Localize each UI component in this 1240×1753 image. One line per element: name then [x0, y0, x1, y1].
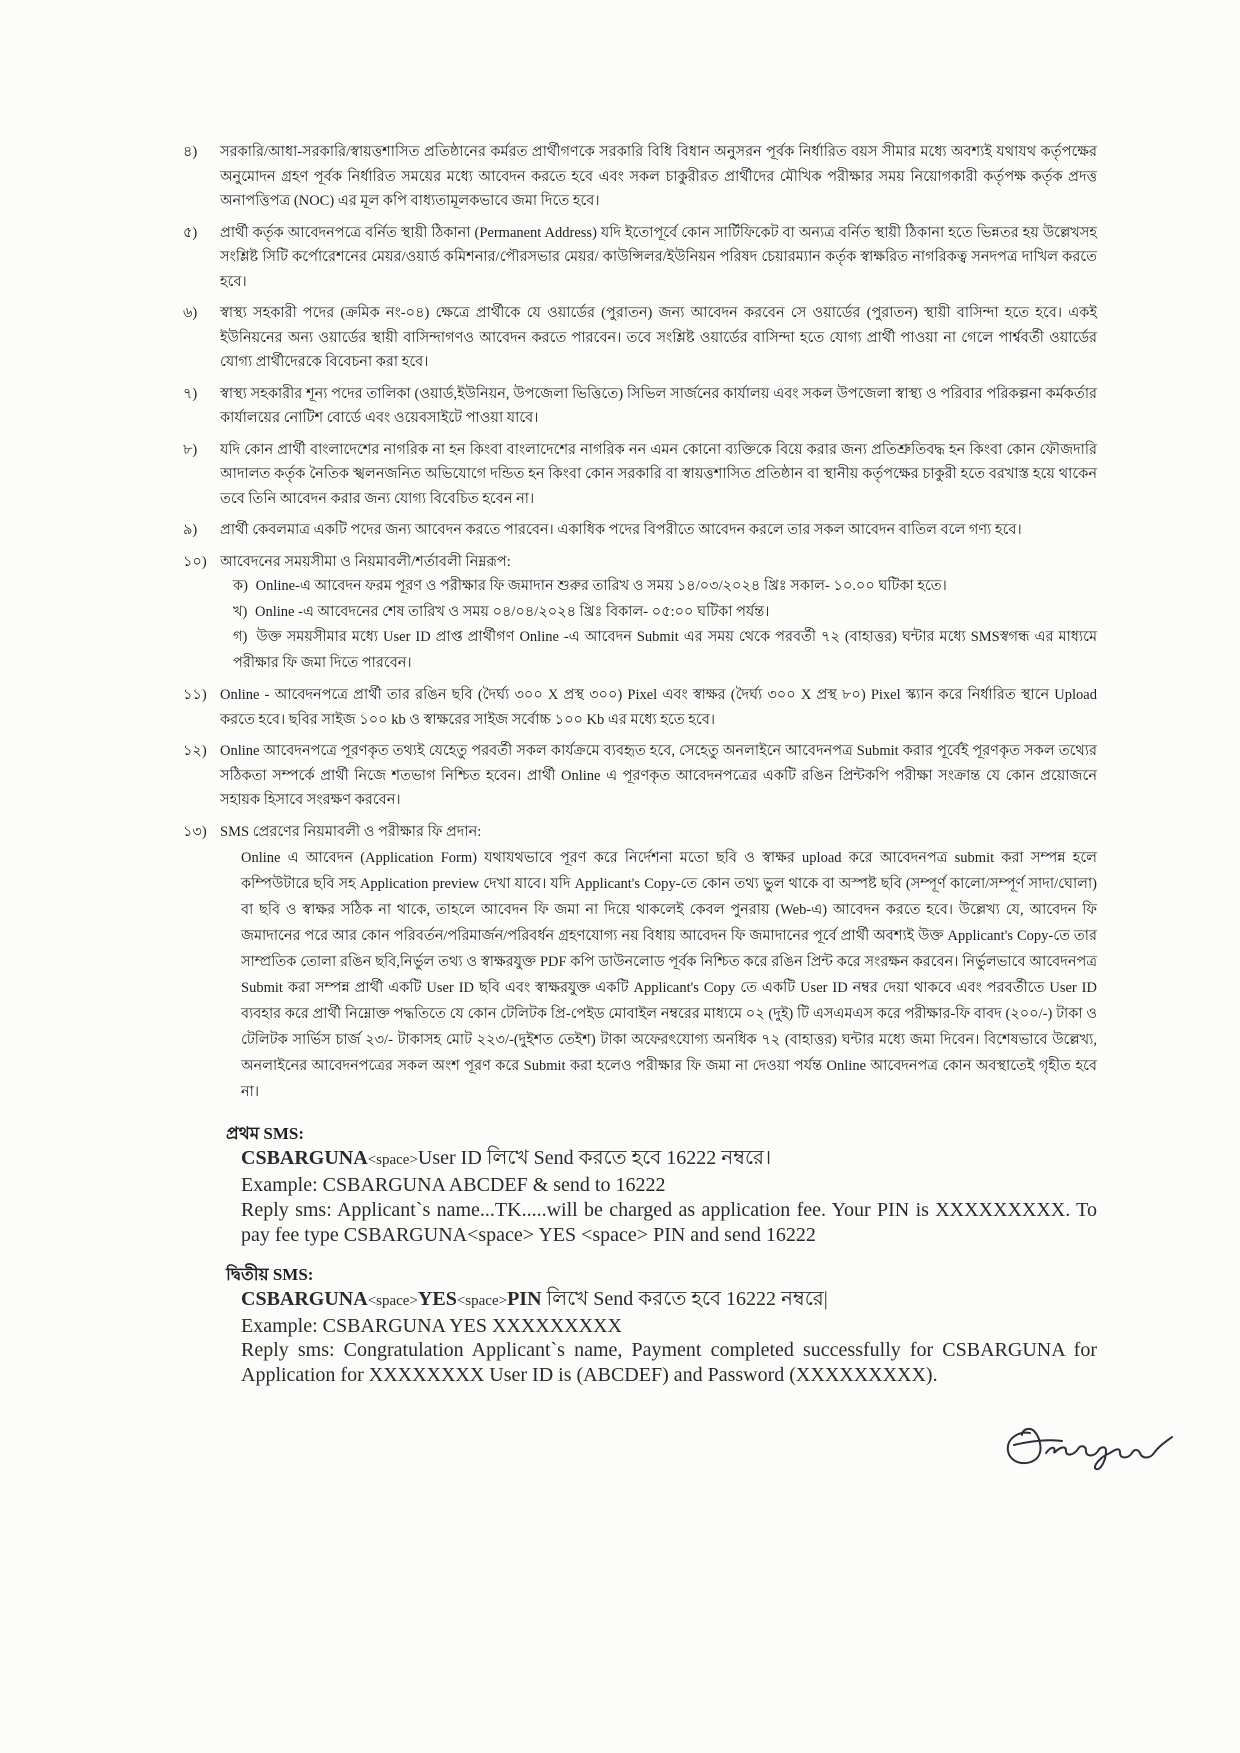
clause-9 [183, 518, 1097, 543]
clause-number: ১০) [183, 553, 207, 570]
clause-10-header [183, 550, 1097, 575]
second-sms-heading: দ্বিতীয় SMS: [226, 1265, 314, 1284]
handwritten-signature [1000, 1415, 1180, 1475]
clause-4 [183, 140, 1097, 214]
clause-number: ৬) [183, 305, 198, 321]
document-body [183, 140, 1097, 1387]
sub-item-text: Online-এ আবেদন ফরম পূরণ ও পরীক্ষার ফি জমাদান শুরুর তারিখ ও সময় ১৪/০৩/২০২৪ খ্রিঃ সকাল- ১০.০০ ঘটিকা হতে। [255, 578, 947, 594]
second-sms-command [241, 1287, 1097, 1314]
clause-5 [183, 221, 1097, 295]
clause-text: প্রার্থী কর্তৃক আবেদনপত্রে বর্নিত স্থায়ী ঠিকানা (Permanent Address) যদি ইতোপূর্বে কোন সার্টিফিকেট বা অন্যত্র বর্নিত স্থায়ী ঠিকানা হতে ভিন্নতর হয় উল্লেখসহ সংশ্লিষ্ট সিটি কর্পোরেশনের মেয়র/ওয়ার্ড কমিশনার/পৌরসভার মেয়র/ কাউন্সিলর/ইউনিয়ন পরিষদ চেয়ারম্যান কর্তৃক স্বাক্ষরিত নাগরিকত্ব সনদপত্র দাখিল করতে হবে। [220, 224, 1097, 290]
clause-text: স্বাস্থ্য সহকারী পদের (ক্রমিক নং-০৪) ক্ষেত্রে প্রার্থীকে যে ওয়ার্ডের (পুরাতন) জন্য আবেদন করবেন সে ওয়ার্ডের (পুরাতন) স্থায়ী বাসিন্দা হতে হবে। একই ইউনিয়নের অন্য ওয়ার্ডের স্থায়ী বাসিন্দাগণও আবেদন করতে পারবেন। তবে সংশ্লিষ্ট ওয়ার্ডের বাসিন্দা হতে যোগ্য প্রার্থী পাওয়া না গেলে পার্শ্ববর্তী ওয়ার্ডের যোগ্য প্রার্থীদেরকে বিবেচনা করা হবে। [220, 305, 1097, 370]
sms-keyword: CSBARGUNA [241, 1147, 368, 1169]
first-sms-block [241, 1146, 1097, 1248]
clause-number: ৯) [183, 522, 198, 538]
first-sms-example: Example: CSBARGUNA ABCDEF & send to 16222 [241, 1174, 666, 1196]
clause-text: আবেদনের সময়সীমা ও নিয়মাবলী/শর্তাবলী নিম্নরূপ: [220, 553, 511, 570]
sms-keyword: CSBARGUNA [241, 1288, 368, 1310]
sms-pin-token: PIN [507, 1288, 542, 1310]
sms-command-rest: লিখে Send করতে হবে 16222 নম্বরে| [541, 1288, 828, 1310]
second-sms-example: Example: CSBARGUNA YES XXXXXXXXX [241, 1314, 622, 1337]
clause-text: সরকারি/আধা-সরকারি/স্বায়ত্তশাসিত প্রতিষ্ঠানের কর্মরত প্রার্থীগণকে সরকারি বিধি বিধান অনুসরন পূর্বক নির্ধারিত বয়স সীমার মধ্যে অবশ্যই যথাযথ কর্তৃপক্ষের অনুমোদন গ্রহণ পূর্বক নির্ধারিত সময়ের মধ্যে আবেদন করতে হবে এবং সকল চাকুরীরত প্রার্থীদের মৌখিক পরীক্ষার সময় নিয়োগকারী কর্তৃপক্ষ কর্তৃক প্রদত্ত অনাপত্তিপত্র (NOC) এর মূল কপি বাধ্যতামূলকভাবে জমা দিতে হবে। [220, 144, 1097, 209]
sub-item-ga [233, 625, 1097, 676]
second-sms-block [241, 1287, 1097, 1387]
clause-text: প্রার্থী কেবলমাত্র একটি পদের জন্য আবেদন করতে পারবেন। একাধিক পদের বিপরীতে আবেদন করলে তার সকল আবেদন বাতিল বলে গণ্য হবে। [220, 522, 1022, 538]
clause-number: ৭) [183, 385, 198, 402]
clause-text: Online - আবেদনপত্রে প্রার্থী তার রঙিন ছবি (দৈর্ঘ্য ৩০০ X প্রস্থ ৩০০) Pixel এবং স্বাক্ষর (দৈর্ঘ্য ৩০০ X প্রস্থ ৮০) Pixel স্ক্যান করে নির্ধারিত স্থানে Upload করতে হবে। ছবির সাইজ ১০০ kb ও স্বাক্ষরের সাইজ সর্বোচ্চ ১০০ Kb এর মধ্যে হতে হবে। [220, 687, 1097, 728]
clause-number: ১৩) [183, 823, 207, 840]
sub-item-label: খ) [233, 603, 248, 620]
clause-text: যদি কোন প্রার্থী বাংলাদেশের নাগরিক না হন কিংবা বাংলাদেশের নাগরিক নন এমন কোনো ব্যক্তিকে বিয়ে করার জন্য প্রতিশ্রুতিবদ্ধ হন কিংবা কোন ফৌজদারি আদালত কর্তৃক নৈতিক স্খলনজনিত অভিযোগে দন্ডিত হন কিংবা কোন সরকারি বা স্বায়ত্তশাসিত প্রতিষ্ঠান বা স্থানীয় কর্তৃপক্ষের চাকুরী হতে বরখাস্ত হয়ে থাকেন তবে তিনি আবেদন করার জন্য যোগ্য বিবেচিত হবেন না। [220, 441, 1097, 507]
clause-number: ১২) [183, 743, 207, 759]
signature-stroke [1008, 1429, 1062, 1463]
sms-command-rest: লিখে Send করতে হবে 16222 নম্বরে। [481, 1147, 772, 1169]
clause-7 [183, 382, 1097, 431]
clause-10 [183, 550, 1097, 677]
sub-item-kha [233, 600, 1097, 626]
sub-item-label: ক) [233, 578, 248, 594]
clause-8 [183, 438, 1097, 512]
sms-instructions-paragraph: Online এ আবেদন (Application Form) যথাযথভাবে পূরণ করে নির্দেশনা মতো ছবি ও স্বাক্ষর upload করে আবেদনপত্র submit করা সম্পন্ন হলে কম্পিউটারে ছবি সহ Application preview দেখা যাবে। যদি Applicant's Copy-তে কোন তথ্য ভুল থাকে বা অস্পষ্ট ছবি (সম্পূর্ণ কালো/সম্পূর্ণ সাদা/ঘোলা) বা ছবি ও স্বাক্ষর সঠিক না থাকে, তাহলে আবেদন ফি জমা না দিয়ে থাকলেই কেবল পুনরায় (Web-এ) আবেদন করতে হবে। উল্লেখ্য যে, আবেদন ফি জমাদানের পরে আর কোন পরিবর্তন/পরিমার্জন/পরিবর্ধন গ্রহণযোগ্য নয় বিধায় আবেদন ফি জমাদানের পূর্বে প্রার্থী অবশ্যই উক্ত Applicant's Copy-তে তার সাম্প্রতিক তোলা রঙিন ছবি,নির্ভুল তথ্য ও স্বাক্ষরযুক্ত PDF কপি ডাউনলোড পূর্বক নিশ্চিত করে রঙিন প্রিন্ট করে সংরক্ষন করবেন। নির্ভুলভাবে আবেদনপত্র Submit করা সম্পন্ন প্রার্থী একটি User ID ছবি এবং স্বাক্ষরযুক্ত একটি Applicant's Copy তে একটি User ID নম্বর দেয়া থাকবে এবং পরবর্তীতে User ID ব্যবহার করে প্রার্থী নিম্নোক্ত পদ্ধতিতে যে কোন টেলিটক প্রি-পেইড মোবাইল নম্বরের মাধ্যমে ০২ (দুই) টি এসএমএস করে পরীক্ষার-ফি বাবদ (২০০/-) টাকা ও টেলিটক সার্ভিস চার্জ ২৩/- টাকাসহ মোট ২২৩/-(দুইশত তেইশ) টাকা অফেরৎযোগ্য অনধিক ৭২ (বাহাত্তর) ঘন্টার মধ্যে জমা দিবেন। বিশেষভাবে উল্লেখ্য, অনলাইনের আবেদনপত্রের সকল অংশ পূরণ করে Submit করা হলেও পরীক্ষার ফি জমা না দেওয়া পর্যন্ত Online আবেদনপত্র কোন অবস্থাতেই গৃহীত হবে না। [241, 850, 1097, 1100]
clause-number: ১১) [183, 687, 207, 703]
clause-number: ৪) [183, 144, 198, 160]
clause-text: SMS প্রেরণের নিয়মাবলী ও পরীক্ষার ফি প্রদান: [220, 823, 482, 840]
clause-12 [183, 739, 1097, 813]
clause-text: স্বাস্থ্য সহকারীর শূন্য পদের তালিকা (ওয়ার্ড,ইউনিয়ন, উপজেলা ভিত্তিতে) সিভিল সার্জনের কার্যালয় এবং সকল উপজেলা স্বাস্থ্য ও পরিবার পরিকল্পনা কর্মকর্তার কার্যালয়ের নোটিশ বোর্ডে এবং ওয়েবসাইটে পাওয়া যাবে। [220, 385, 1097, 426]
clause-text: Online আবেদনপত্রে পূরণকৃত তথ্যই যেহেতু পরবর্তী সকল কার্যক্রমে ব্যবহৃত হবে, সেহেতু অনলাইনে আবেদনপত্র Submit করার পূর্বেই পূরণকৃত সকল তথ্যের সঠিকতা সম্পর্কে প্রার্থী নিজে শতভাগ নিশ্চিত হবেন। প্রার্থী Online এ পূরণকৃত আবেদনপত্রের একটি রঙিন প্রিন্টকপি পরীক্ষা সংক্রান্ত যে কোন প্রয়োজনে সহায়ক হিসাবে সংরক্ষণ করবেন। [220, 743, 1097, 808]
sub-item-label: গ) [233, 629, 248, 645]
clause-13 [183, 820, 1097, 1106]
signature-stroke [1046, 1437, 1172, 1469]
first-sms-heading: প্রথম SMS: [226, 1124, 305, 1143]
sms-user-id-token: User ID [417, 1147, 482, 1169]
clause-6 [183, 301, 1097, 375]
second-sms-reply: Reply sms: Congratulation Applicant`s name, Payment completed successfully for CSBARGUNA for Application for XXXXXXXX User ID is (ABCDEF) and Password (XXXXXXXXX). [241, 1339, 1097, 1386]
first-sms-reply: Reply sms: Applicant`s name...TK.....will be charged as application fee. Your PIN is XXXXXXXXX. To pay fee type CSBARGUNA<space> YES <space> PIN and send 16222 [241, 1199, 1097, 1246]
sub-item-text: উক্ত সময়সীমার মধ্যে User ID প্রাপ্ত প্রার্থীগণ Online -এ আবেদন Submit এর সময় থেকে পরবর্তী ৭২ (বাহাত্তর) ঘন্টার মধ্যে SMSস্বগন্ধ এর মাধ্যমে পরীক্ষার ফি জমা দিতে পারবেন। [233, 629, 1098, 671]
sms-space-token: <space> [367, 1152, 418, 1168]
clause-number: ৮) [183, 441, 198, 458]
sub-item-text: Online -এ আবেদনের শেষ তারিখ ও সময় ০৪/০৪/২০২৪ খ্রিঃ বিকাল- ০৫:০০ ঘটিকা পর্যন্ত। [254, 603, 770, 620]
clause-13-header [183, 820, 1097, 845]
sms-space-token: <space> [367, 1293, 418, 1309]
sms-space-token: <space> [456, 1293, 508, 1309]
clause-number: ৫) [183, 224, 198, 241]
sub-item-ka [233, 574, 1097, 600]
first-sms-command [241, 1146, 1097, 1173]
clause-11 [183, 683, 1097, 732]
sms-yes-token: YES [417, 1288, 457, 1310]
